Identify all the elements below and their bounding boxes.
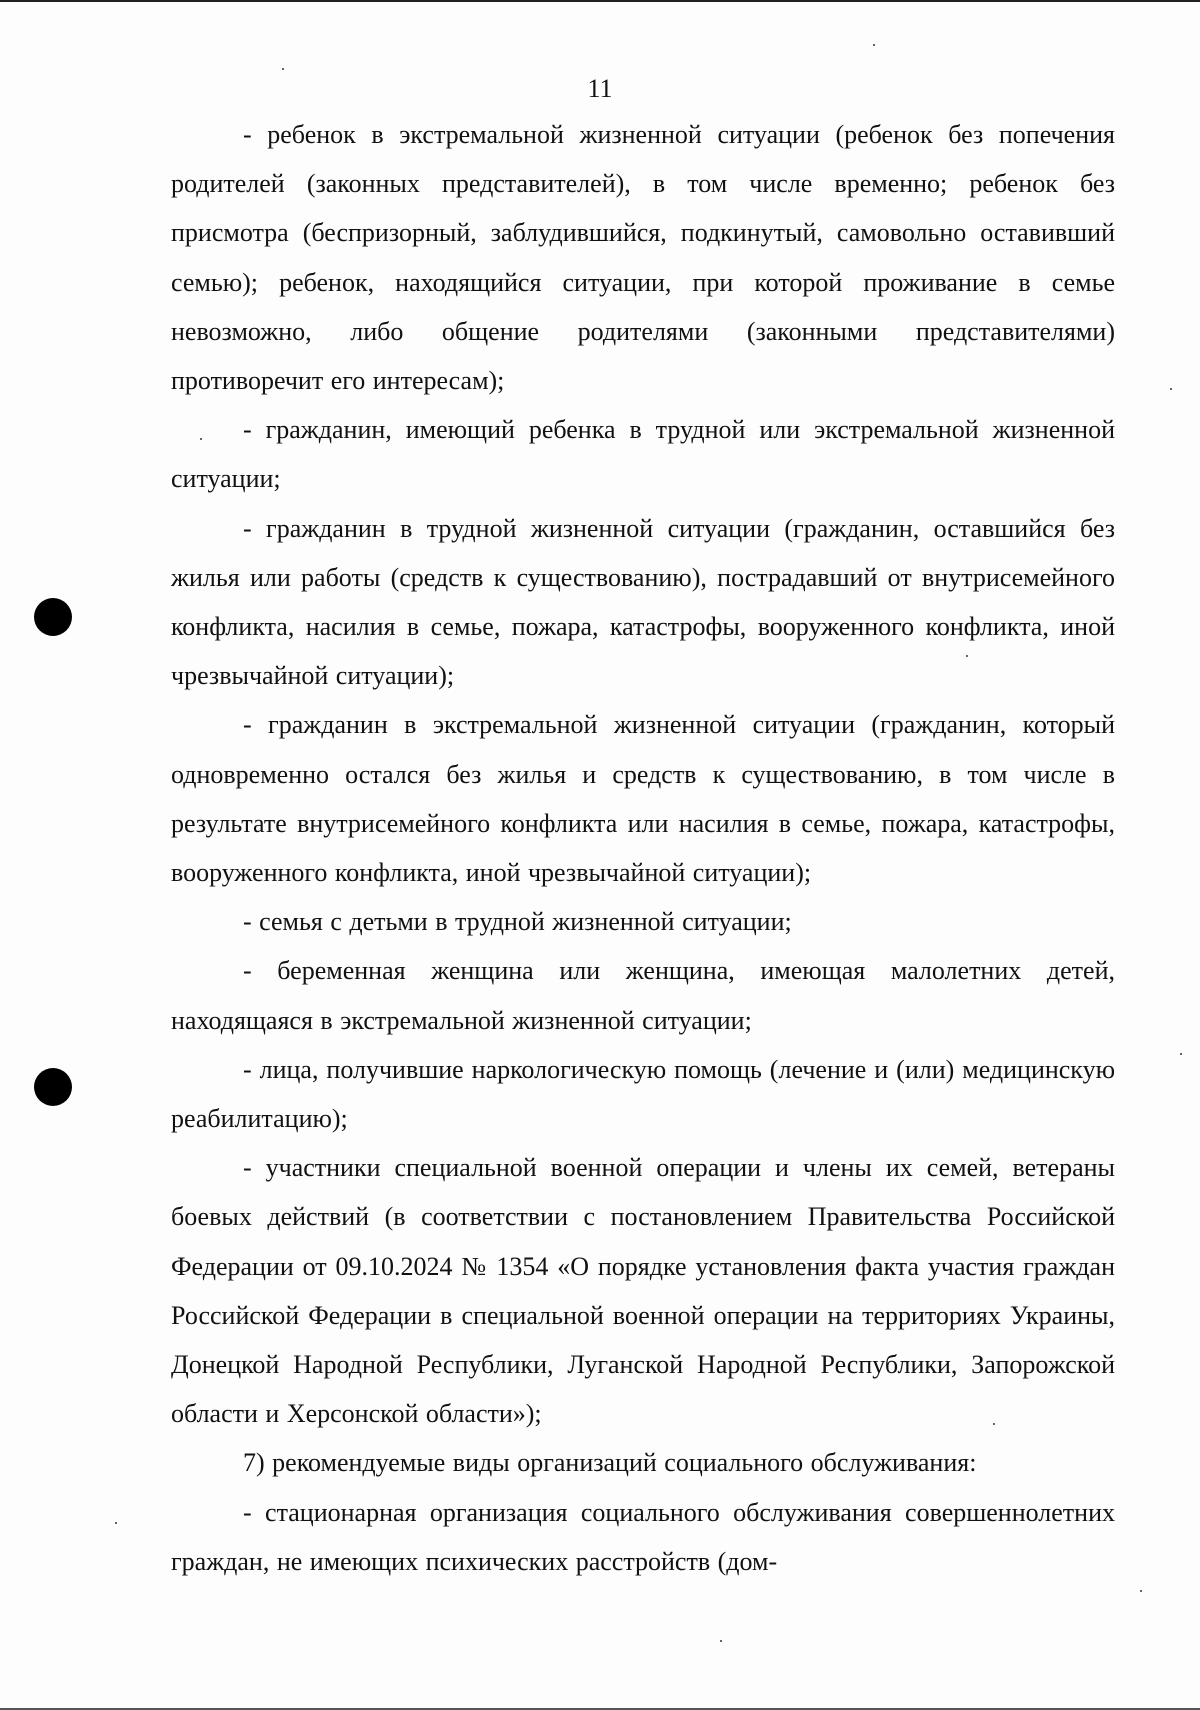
paragraph-citizen-with-child: - гражданин, имеющий ребенка в трудной или экстремальной жизненной ситуации; [171,415,1115,494]
paragraph-pregnant-woman: - беременная женщина или женщина, имеющая малолетних детей, находящаяся в экстремальной жизненной ситуации; [171,956,1115,1035]
paragraph-family-with-children: - семья с детьми в трудной жизненной ситуации; [243,907,792,937]
page-number: 11 [587,74,613,103]
scan-speck [282,68,284,70]
scan-speck [993,1423,995,1425]
paragraph-citizen-difficult-situation: - гражданин в трудной жизненной ситуации (гражданин, оставшийся без жилья или работы (средств к существованию), пострадавший от внутрисемейного конфликта, насилия в семье, пожара, катастрофы, вооруженного конфликта, иной чрезвычайной ситуации); [171,513,1115,691]
document-body [171,110,1115,1586]
binder-hole [34,598,72,636]
scan-speck [1140,1590,1142,1592]
scan-speck [720,1640,722,1642]
scan-top-edge [0,0,1200,2]
paragraph-svo-participants: - участники специальной военной операции и члены их семей, ветераны боевых действий (в соответствии с постановлением Правительства Российской Федерации от 09.10.2024 № 1354 «О порядке установления факта участия граждан Российской Федерации в специальной военной операции на территориях Украины, Донецкой Народной Республики, Луганской Народной Республики, Запорожской области и Херсонской области»); [171,1153,1115,1429]
scan-speck [200,438,202,440]
paragraph-stationary-organization: - стационарная организация социального обслуживания совершеннолетних граждан, не имеющих психических расстройств (дом- [171,1497,1115,1576]
scan-speck [115,1522,117,1524]
paragraph-recommended-organizations: 7) рекомендуемые виды организаций социального обслуживания: [243,1448,977,1478]
paragraph-narcological-help: - лица, получившие наркологическую помощь (лечение и (или) медицинскую реабилитацию); [171,1054,1115,1134]
scan-speck [873,44,875,46]
binder-hole [34,1068,72,1106]
paragraph-citizen-extreme-situation: - гражданин в экстремальной жизненной ситуации (гражданин, который одновременно остался без жилья и средств к существованию, в том числе в результате внутрисемейного конфликта или насилия в семье, пожара, катастрофы, вооруженного конфликта, иной чрезвычайной ситуации); [171,710,1115,888]
scan-speck [1170,388,1172,390]
scan-speck [966,655,968,657]
paragraph-child-extreme-situation: - ребенок в экстремальной жизненной ситуации (ребенок без попечения родителей (законных представителей), в том числе временно; ребенок без присмотра (беспризорный, заблудившийся, подкинутый, самовольно оставивший семью); ребенок, находящийся ситуации, при которой проживание в семье невозможно, либо общение родителями (законными представителями) противоречит его интересам); [171,120,1115,396]
scan-speck [1180,1053,1182,1055]
